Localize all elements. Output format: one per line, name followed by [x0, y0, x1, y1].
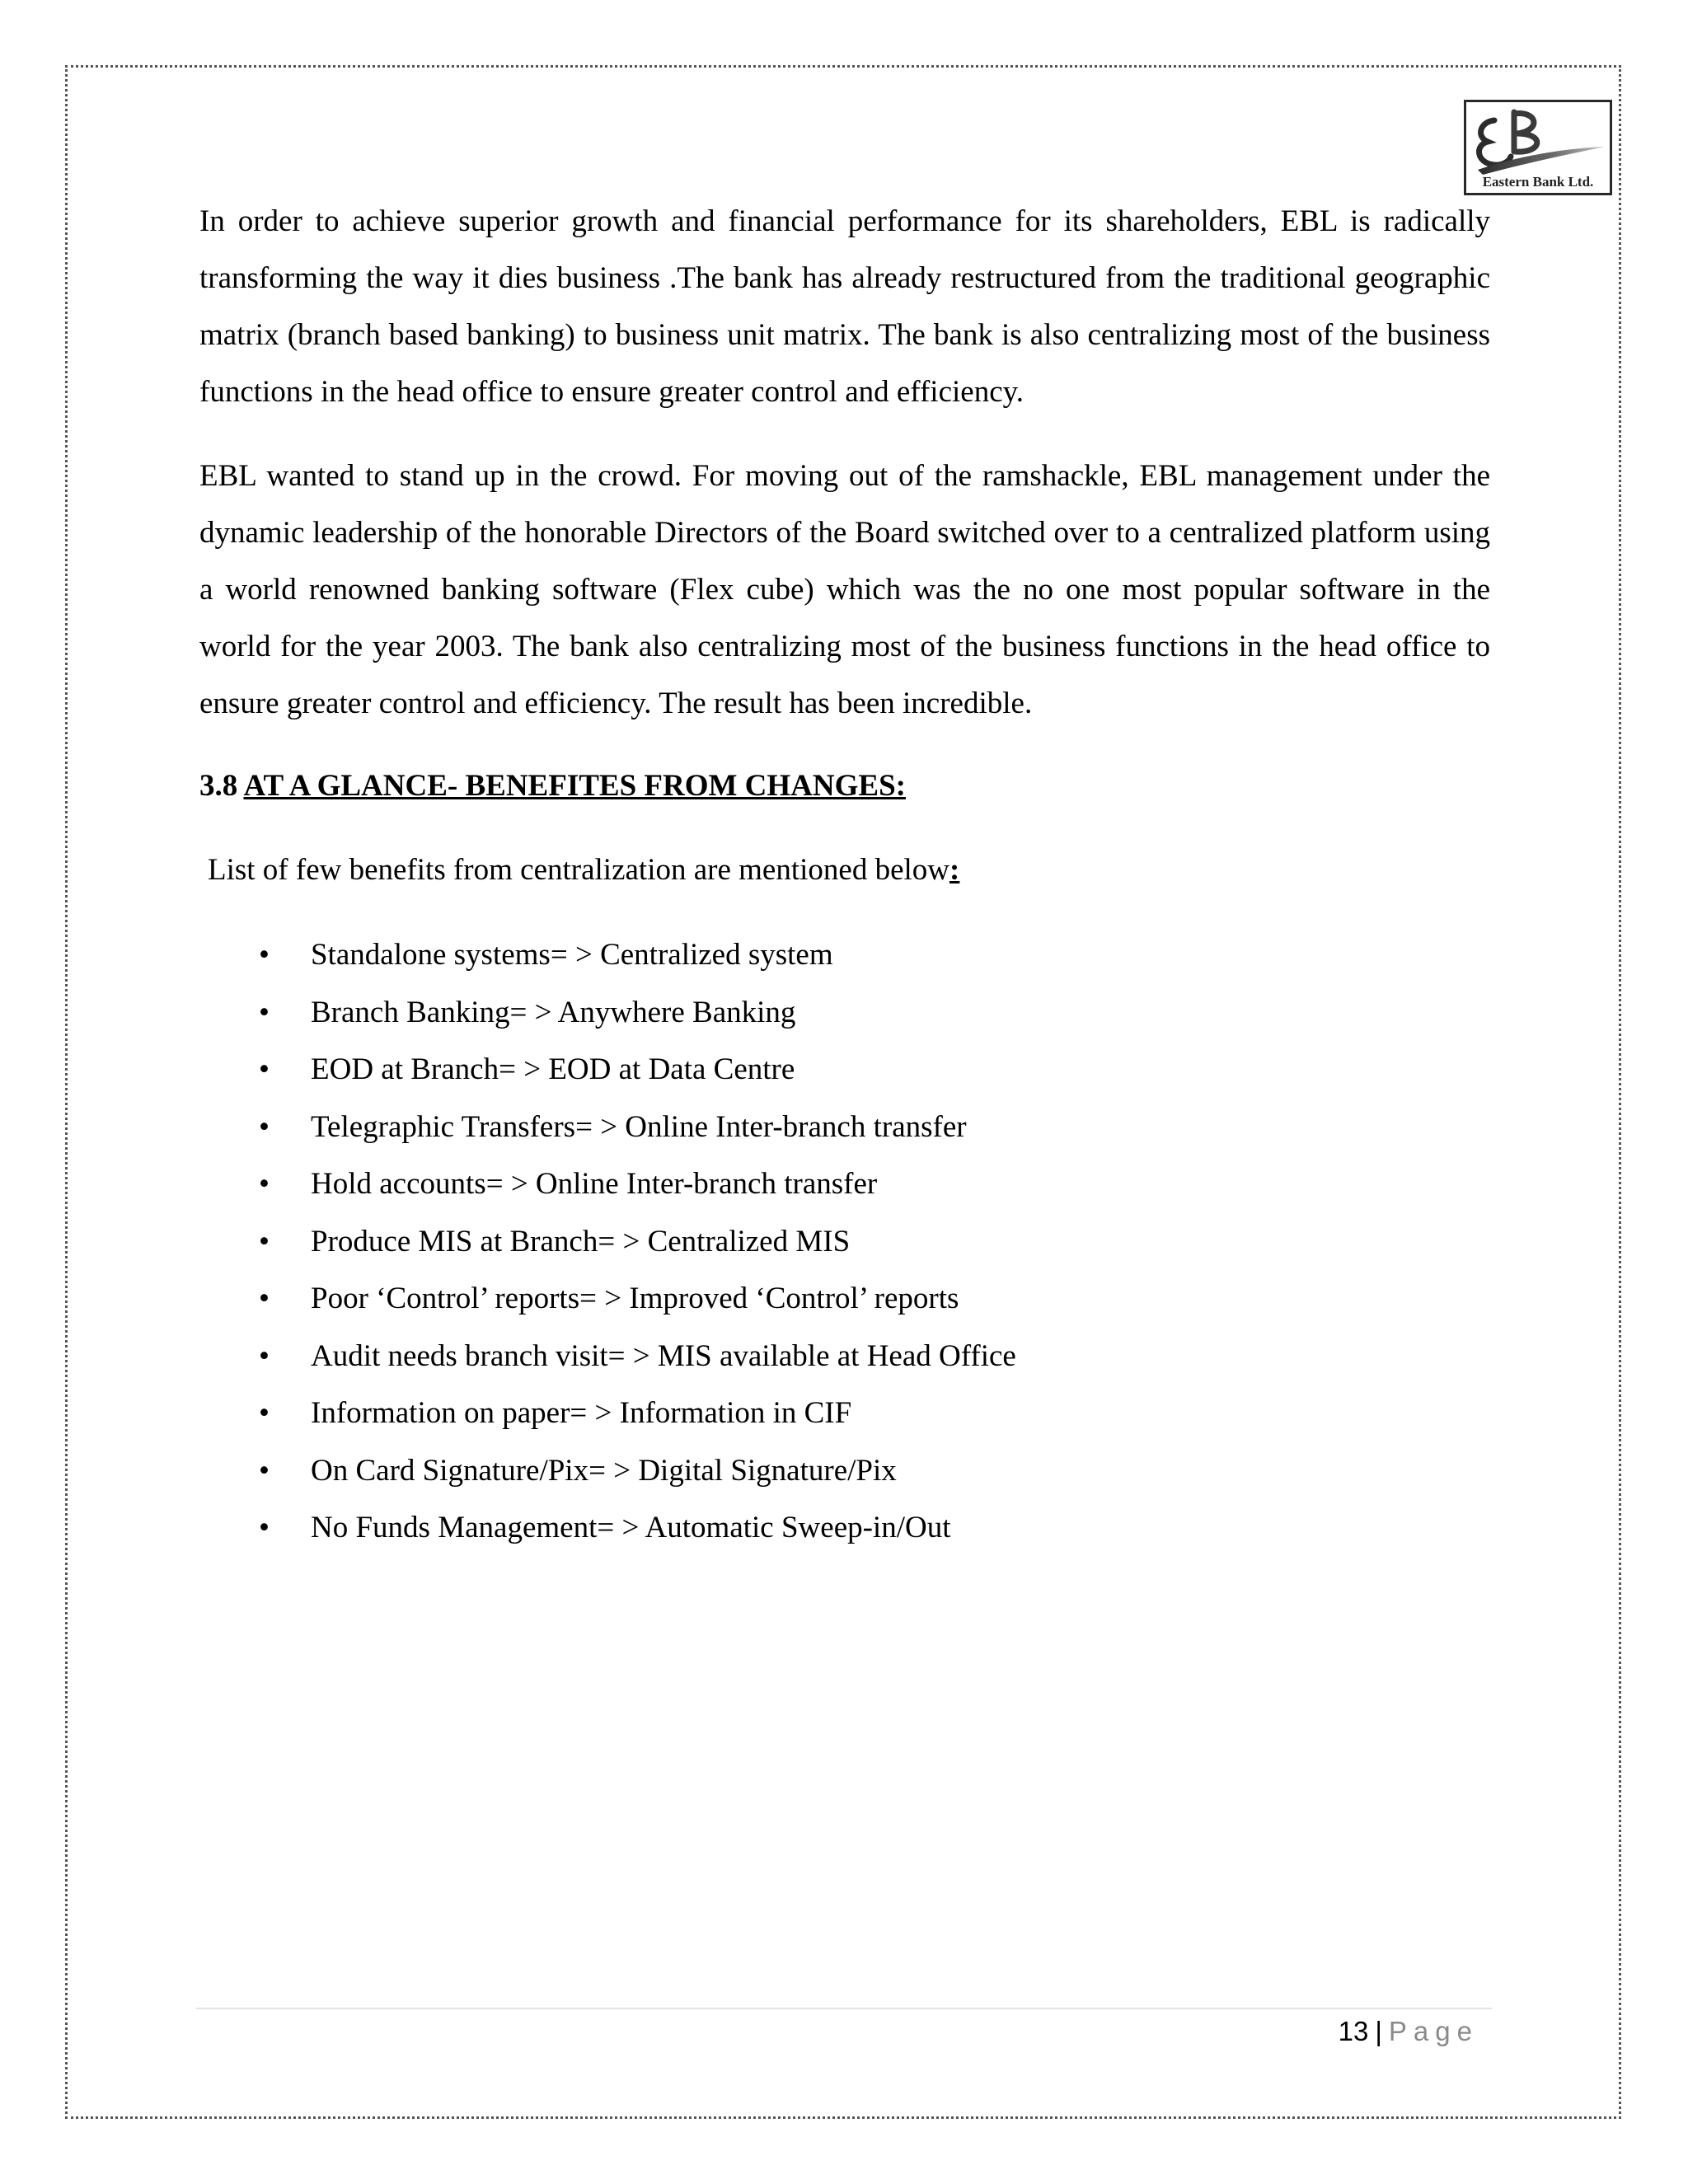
paragraph-restructuring: In order to achieve superior growth and financial performance for its shareholders, EBL is radically transforming the way it dies business .The bank has already restructured from the traditional geographic matrix (branch based banking) to business unit matrix. The bank is also centralizing most of the business functions in the head office to ensure greater control and efficiency. [199, 204, 1490, 409]
bank-logo [1464, 100, 1612, 195]
footer-divider [196, 2008, 1492, 2009]
list-item [199, 1328, 1490, 1385]
bullet-icon: • [259, 1338, 270, 1373]
list-item [199, 926, 1490, 984]
bullet-icon: • [259, 938, 270, 972]
benefit-text: No Funds Management= > Automatic Sweep-in/Out [311, 1511, 951, 1544]
list-item [199, 1155, 1490, 1213]
benefit-text: EOD at Branch= > EOD at Data Centre [311, 1052, 795, 1086]
benefit-text: Produce MIS at Branch= > Centralized MIS [311, 1224, 851, 1258]
bullet-icon: • [259, 1453, 270, 1488]
bullet-icon: • [259, 1282, 270, 1315]
bullet-icon: • [259, 1511, 270, 1544]
paragraph-flexcube: EBL wanted to stand up in the crowd. For moving out of the ramshackle, EBL management under the dynamic leadership of the honorable Directors of the Board switched over to a centralized platform using a world renowned banking software (Flex cube) which was the no one most popular software in the world for the year 2003. The bank also centralizing most of the business functions in the head office to ensure greater control and efficiency. The result has been incredible. [199, 459, 1490, 720]
footer-separator: | [1375, 2016, 1382, 2046]
page-label: Page [1388, 2016, 1479, 2046]
list-item [199, 1213, 1490, 1271]
list-item [199, 1270, 1490, 1328]
benefit-text: Branch Banking= > Anywhere Banking [311, 995, 796, 1029]
section-title: AT A GLANCE- BENEFITES FROM CHANGES: [243, 769, 906, 803]
list-item [199, 1041, 1490, 1099]
bullet-icon: • [259, 1167, 270, 1201]
benefits-list [199, 926, 1490, 1557]
section-heading [199, 757, 1490, 814]
bullet-icon: • [259, 995, 270, 1029]
bullet-icon: • [259, 1224, 270, 1258]
list-item [199, 984, 1490, 1042]
benefit-text: Poor ‘Control’ reports= > Improved ‘Control’ reports [311, 1282, 959, 1315]
benefit-text: Standalone systems= > Centralized system [311, 938, 833, 972]
bullet-icon: • [259, 1109, 270, 1144]
list-item [199, 1385, 1490, 1442]
list-item [199, 1099, 1490, 1156]
list-item [199, 1499, 1490, 1557]
benefit-text: Audit needs branch visit= > MIS available at Head Office [311, 1338, 1016, 1373]
bullet-icon: • [259, 1052, 270, 1086]
bullet-icon: • [259, 1396, 270, 1430]
page-number: 13 [1338, 2016, 1369, 2046]
benefits-intro-colon: : [950, 853, 960, 887]
page-footer [1339, 2011, 1479, 2052]
benefit-text: Information on paper= > Information in CIF [311, 1396, 852, 1430]
page-content [199, 193, 1490, 1557]
section-number: 3.8 [199, 769, 238, 803]
benefit-text: Telegraphic Transfers= > Online Inter-branch transfer [311, 1109, 967, 1144]
benefits-intro [208, 841, 1490, 898]
benefits-intro-text: List of few benefits from centralization are mentioned below [208, 853, 950, 887]
list-item [199, 1442, 1490, 1500]
benefit-text: Hold accounts= > Online Inter-branch transfer [311, 1167, 878, 1201]
benefit-text: On Card Signature/Pix= > Digital Signature/Pix [311, 1453, 897, 1488]
logo-text: Eastern Bank Ltd. [1482, 174, 1594, 190]
